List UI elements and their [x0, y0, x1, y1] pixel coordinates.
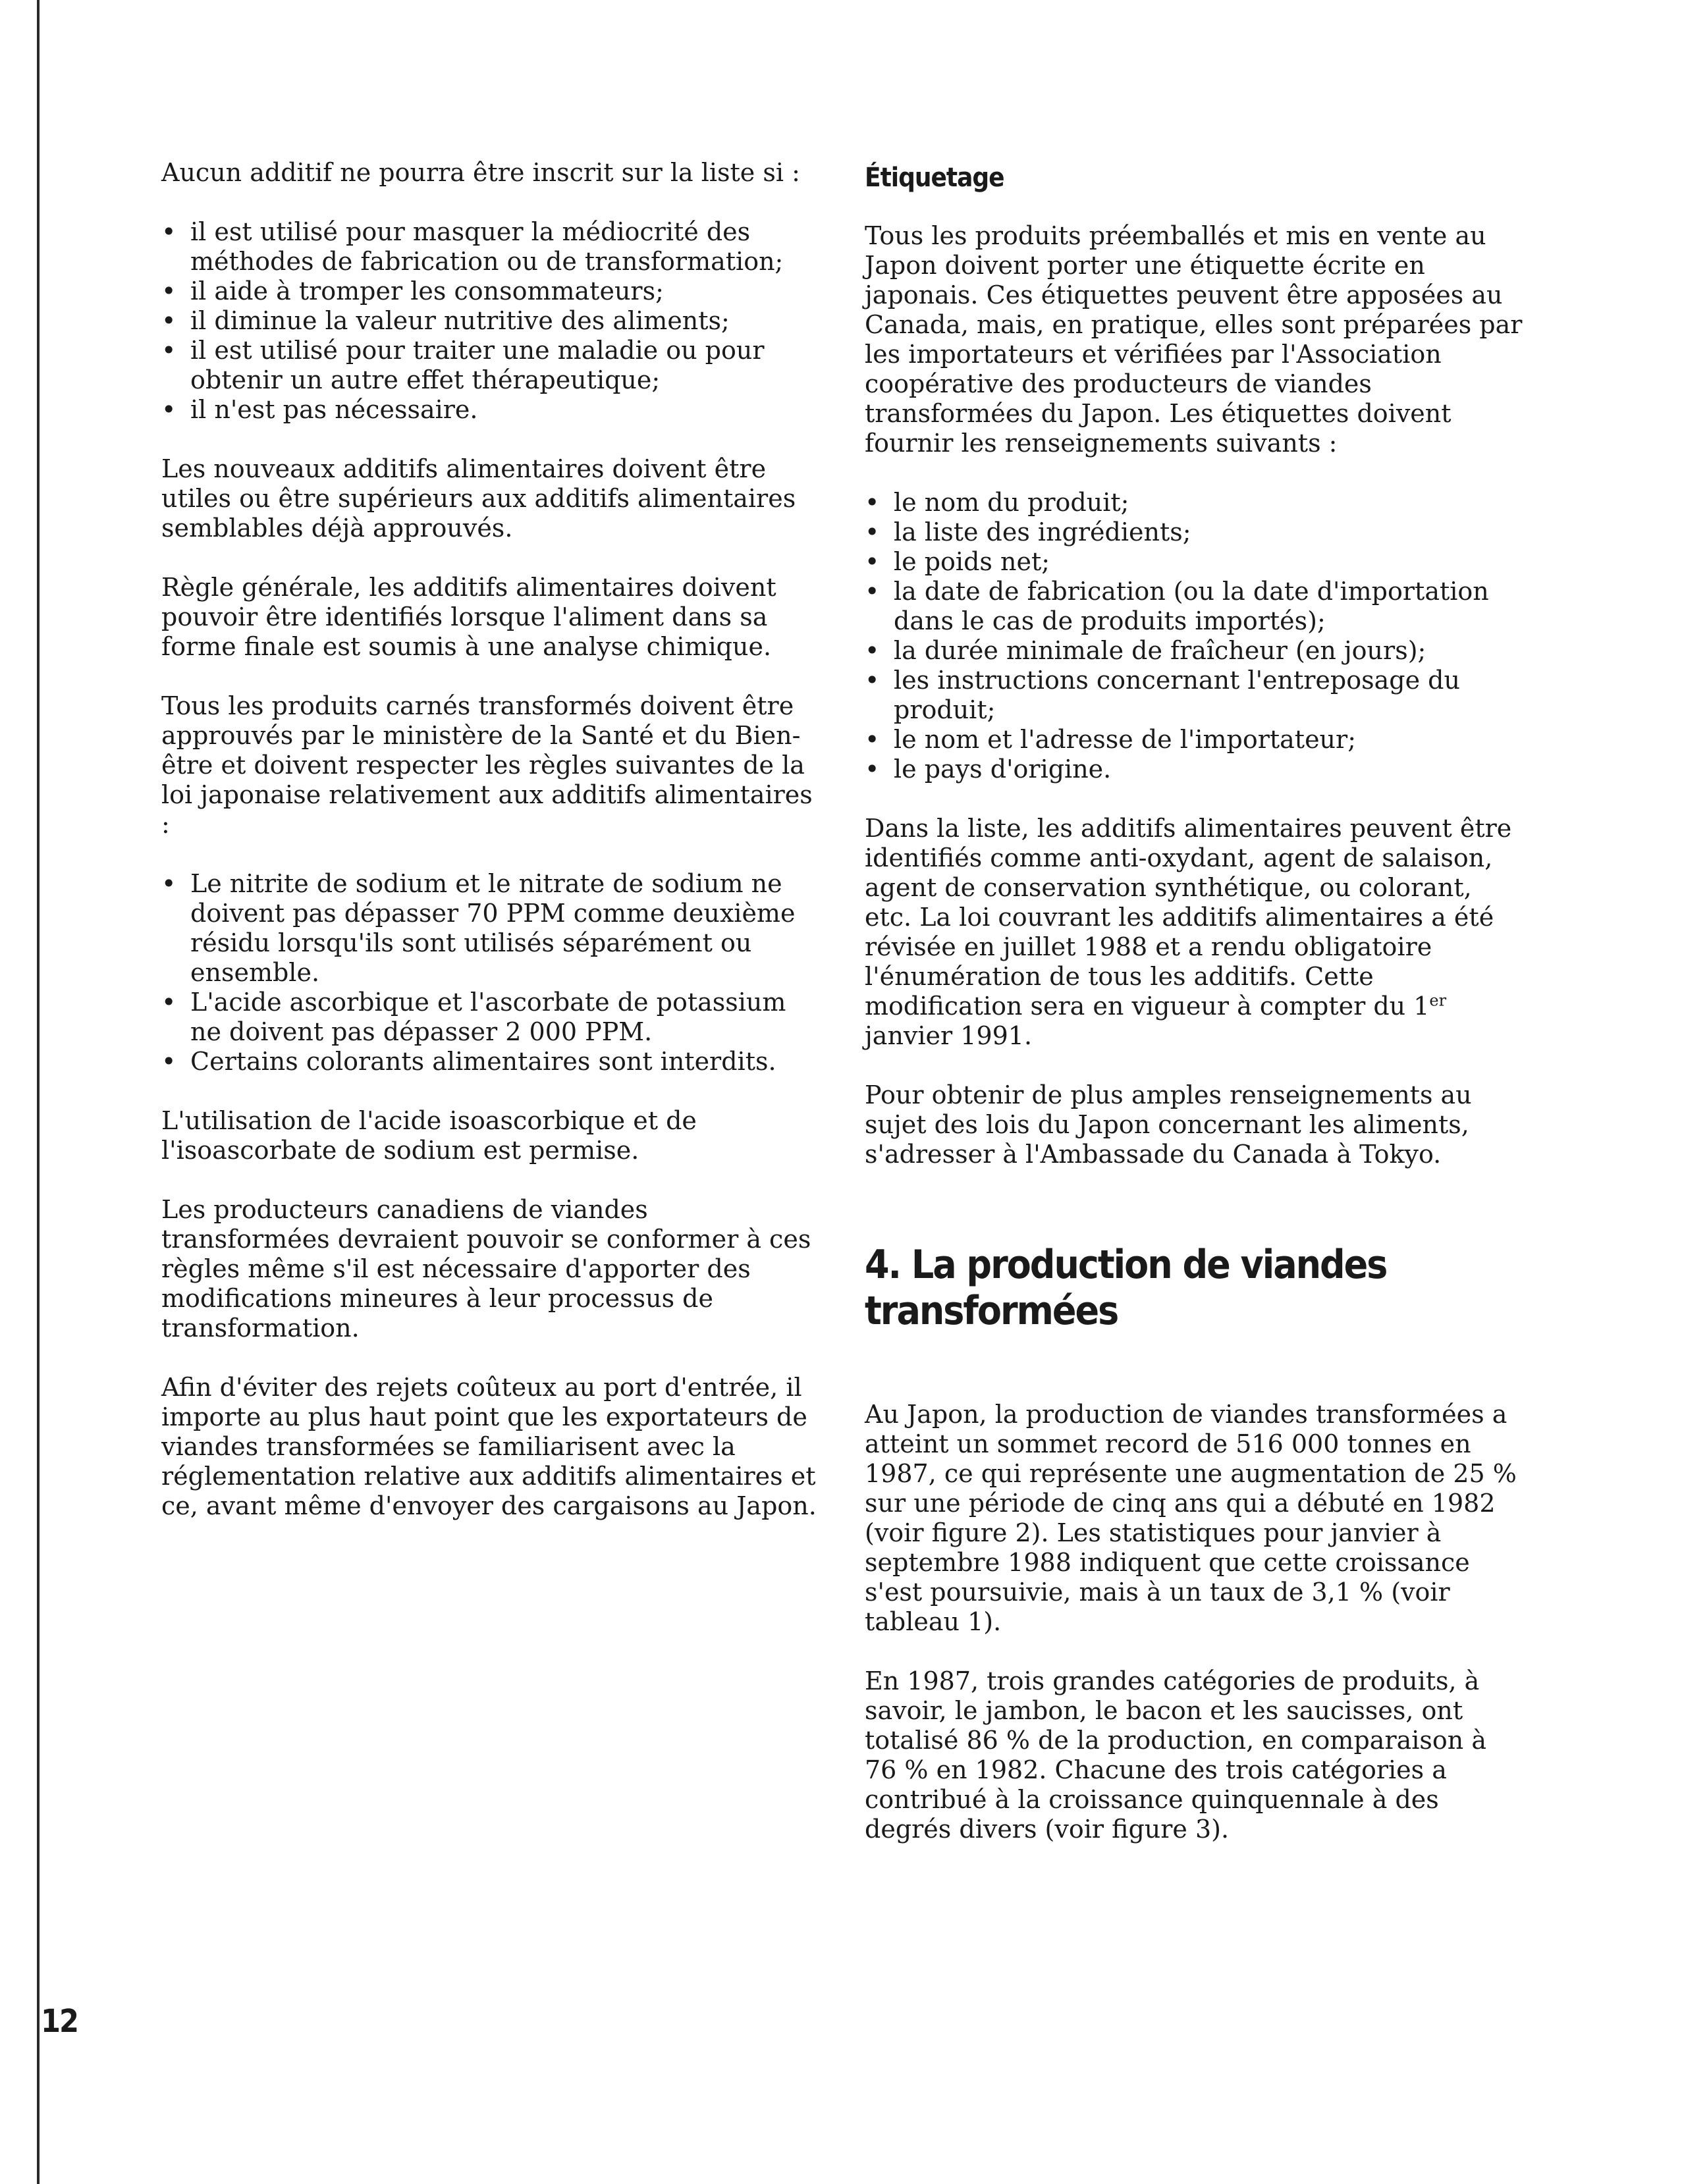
list-item: • il est utilisé pour traiter une maladie ou pour obtenir un autre effet thérapeutique; — [161, 336, 820, 395]
list-item: • les instructions concernant l'entreposage du produit; — [865, 666, 1523, 725]
labeling-heading: Étiquetage — [865, 163, 1004, 193]
label-requirements-list — [865, 488, 1523, 784]
list-additives-text: Dans la liste, les additifs alimentaires peuvent être identifiés comme anti-oxydant, agent de salaison, agent de conservation synthétique, ou colorant, etc. La loi couvrant les additifs alimentaires a été révisée en juillet 1988 et a rendu obligatoire l'énumération de tous les additifs. Cette modification sera en vigueur à compter du 1 — [865, 814, 1512, 1021]
list-item: • la date de fabrication (ou la date d'importation dans le cas de produits importés); — [865, 577, 1523, 636]
right-column — [865, 158, 1523, 1874]
list-item: • le poids net; — [865, 547, 1523, 577]
paragraph-isoascorbic: L'utilisation de l'acide isoascorbique et de l'isoascorbate de sodium est permise. — [161, 1106, 697, 1165]
list-item: • il aide à tromper les consommateurs; — [161, 277, 820, 306]
paragraph-rejects: Afin d'éviter des rejets coûteux au port d'entrée, il importe au plus haut point que les exportateurs de viandes transformées se familiarisent avec la réglementation relative aux additifs alimentaires et ce, avant même d'envoyer des cargaisons au Japon. — [161, 1373, 817, 1520]
list-item: • L'acide ascorbique et l'ascorbate de potassium ne doivent pas dépasser 2 000 PPM. — [161, 988, 820, 1047]
ordinal-superscript: er — [1429, 991, 1447, 1010]
list-item: • il n'est pas nécessaire. — [161, 395, 820, 425]
list-item: • la liste des ingrédients; — [865, 518, 1523, 547]
paragraph-general-rule: Règle générale, les additifs alimentaires doivent pouvoir être identifiés lorsque l'aliment dans sa forme finale est soumis à une analyse chimique. — [161, 573, 776, 661]
section-title: 4. La production de viandes transformées — [865, 1242, 1387, 1334]
list-item: • il est utilisé pour masquer la médiocrité des méthodes de fabrication ou de transformation; — [161, 217, 820, 277]
paragraph-labeling: Tous les produits préemballés et mis en vente au Japon doivent porter une étiquette écrite en japonais. Ces étiquettes peuvent être apposées au Canada, mais, en pratique, elles sont préparées par les importateurs et vérifiées par l'Association coopérative des producteurs de viandes transformées du Japon. Les étiquettes doivent fournir les renseignements suivants : — [865, 221, 1523, 458]
page-number: 12 — [41, 2003, 78, 2040]
paragraph-production: Au Japon, la production de viandes transformées a atteint un sommet record de 516 000 tonnes en 1987, ce qui représente une augmentation de 25 % sur une période de cinq ans qui a débuté en 1982 (voir figure 2). Les statistiques pour janvier à septembre 1988 indiquent que cette croissance s'est poursuivie, mais à un taux de 3,1 % (voir tableau 1). — [865, 1400, 1517, 1636]
list-item: • la durée minimale de fraîcheur (en jours); — [865, 636, 1523, 666]
paragraph-approval: Tous les produits carnés transformés doivent être approuvés par le ministère de la Santé et du Bien-être et doivent respecter les règles suivantes de la loi japonaise relativement aux additifs alimentaires : — [161, 691, 813, 839]
paragraph-new-additives: Les nouveaux additifs alimentaires doivent être utiles ou être supérieurs aux additifs alimentaires semblables déjà approuvés. — [161, 454, 796, 543]
left-column — [161, 158, 820, 1551]
list-additives-date: janvier 1991. — [865, 1021, 1033, 1050]
list-item: • Le nitrite de sodium et le nitrate de sodium ne doivent pas dépasser 70 PPM comme deuxième résidu lorsqu'ils sont utilisés séparément ou ensemble. — [161, 869, 820, 988]
additives-rules-list — [161, 869, 820, 1077]
paragraph-categories: En 1987, trois grandes catégories de produits, à savoir, le jambon, le bacon et les saucisses, ont totalisé 86 % de la production, en comparaison à 76 % en 1982. Chacune des trois catégories a contribué à la croissance quinquennale à des degrés divers (voir figure 3). — [865, 1666, 1487, 1844]
list-item: • Certains colorants alimentaires sont interdits. — [161, 1047, 820, 1077]
list-item: • le nom et l'adresse de l'importateur; — [865, 725, 1523, 755]
list-item: • le pays d'origine. — [865, 755, 1523, 784]
paragraph-canadian-producers: Les producteurs canadiens de viandes transformées devraient pouvoir se conformer à ces règles même s'il est nécessaire d'apporter des modifications mineures à leur processus de transformation. — [161, 1195, 811, 1343]
additives-conditions-list — [161, 217, 820, 425]
page-left-border — [37, 0, 40, 2184]
paragraph-more-info: Pour obtenir de plus amples renseignements au sujet des lois du Japon concernant les aliments, s'adresser à l'Ambassade du Canada à Tokyo. — [865, 1080, 1472, 1169]
paragraph-list-additives — [865, 814, 1523, 1051]
additives-intro: Aucun additif ne pourra être inscrit sur la liste si : — [161, 158, 800, 187]
list-item: • le nom du produit; — [865, 488, 1523, 518]
list-item: • il diminue la valeur nutritive des aliments; — [161, 306, 820, 336]
